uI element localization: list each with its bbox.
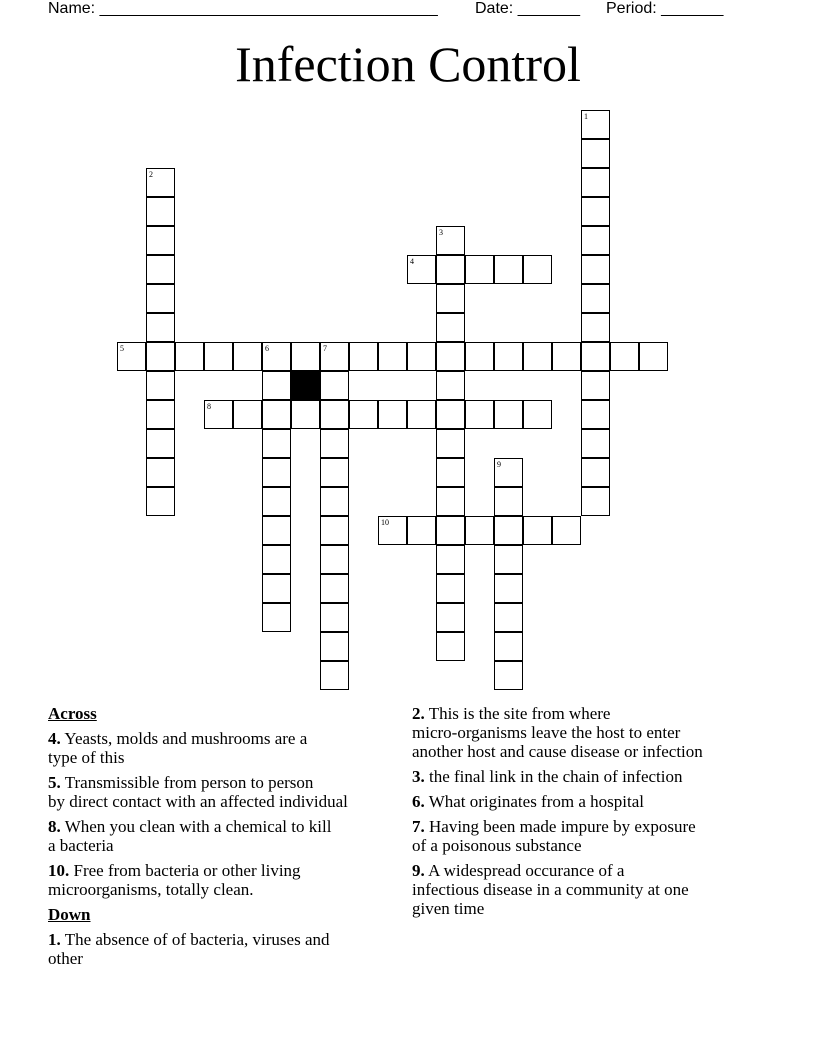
clues-right-column [412, 704, 772, 924]
crossword-cell[interactable] [610, 342, 639, 371]
clue-item [412, 704, 772, 761]
crossword-cell[interactable] [494, 603, 523, 632]
clue-number: 1 [584, 112, 588, 121]
crossword-cell[interactable] [436, 603, 465, 632]
clue-number-label: 3. [412, 767, 425, 786]
clue-number-label: 1. [48, 930, 61, 949]
crossword-cell[interactable] [436, 371, 465, 400]
clue-number-label: 5. [48, 773, 61, 792]
crossword-cell[interactable] [146, 429, 175, 458]
crossword-cell[interactable] [320, 342, 349, 371]
crossword-cell[interactable] [262, 574, 291, 603]
crossword-cell[interactable] [436, 458, 465, 487]
crossword-cell[interactable] [436, 516, 465, 545]
clue-item [412, 817, 772, 855]
crossword-cell[interactable] [494, 458, 523, 487]
crossword-cell[interactable] [378, 400, 407, 429]
clue-text: A widespread occurance of a infectious disease in a community at one given time [412, 861, 689, 918]
across-clue-list [48, 729, 408, 899]
crossword-cell[interactable] [262, 458, 291, 487]
crossword-cell[interactable] [581, 400, 610, 429]
down-clue-list-continued [48, 930, 408, 968]
crossword-cell[interactable] [552, 516, 581, 545]
clue-item [48, 729, 408, 767]
clue-item [48, 930, 408, 968]
clue-text: Having been made impure by exposure of a poisonous substance [412, 817, 696, 855]
clue-number-label: 2. [412, 704, 425, 723]
crossword-cell[interactable] [146, 284, 175, 313]
clue-number: 3 [439, 228, 443, 237]
clue-number: 9 [497, 460, 501, 469]
crossword-cell[interactable] [262, 603, 291, 632]
crossword-cell[interactable] [146, 255, 175, 284]
crossword-cell[interactable] [581, 429, 610, 458]
crossword-cell[interactable] [436, 632, 465, 661]
crossword-cell[interactable] [581, 487, 610, 516]
black-square [291, 371, 320, 400]
crossword-cell[interactable] [407, 342, 436, 371]
clue-number-label: 9. [412, 861, 425, 880]
crossword-cell[interactable] [581, 139, 610, 168]
crossword-cell[interactable] [465, 516, 494, 545]
crossword-cell[interactable] [581, 371, 610, 400]
crossword-cell[interactable] [262, 487, 291, 516]
crossword-cell[interactable] [494, 574, 523, 603]
clue-item [412, 792, 772, 811]
clue-item [48, 861, 408, 899]
crossword-cell[interactable] [320, 458, 349, 487]
page-title: Infection Control [235, 36, 581, 92]
crossword-cell[interactable] [494, 487, 523, 516]
clue-item [412, 767, 772, 786]
across-heading: Across [48, 704, 97, 723]
clue-number: 10 [381, 518, 389, 527]
crossword-cell[interactable] [407, 255, 436, 284]
crossword-cell[interactable] [494, 661, 523, 690]
crossword-cell[interactable] [523, 516, 552, 545]
crossword-cell[interactable] [233, 400, 262, 429]
crossword-cell[interactable] [320, 574, 349, 603]
crossword-cell[interactable] [320, 603, 349, 632]
down-clue-list [412, 704, 772, 918]
crossword-cell[interactable] [378, 516, 407, 545]
crossword-cell[interactable] [146, 342, 175, 371]
crossword-cell[interactable] [146, 400, 175, 429]
crossword-cell[interactable] [465, 255, 494, 284]
crossword-cell[interactable] [146, 168, 175, 197]
crossword-cell[interactable] [349, 342, 378, 371]
clue-text: What originates from a hospital [428, 792, 644, 811]
crossword-cell[interactable] [436, 429, 465, 458]
crossword-cell[interactable] [494, 545, 523, 574]
crossword-cell[interactable] [291, 342, 320, 371]
clue-text: Yeasts, molds and mushrooms are a type of this [48, 729, 308, 767]
crossword-cell[interactable] [494, 632, 523, 661]
crossword-cell[interactable] [436, 313, 465, 342]
crossword-grid [117, 110, 669, 690]
crossword-cell[interactable] [407, 400, 436, 429]
crossword-cell[interactable] [320, 632, 349, 661]
clue-number: 5 [120, 344, 124, 353]
crossword-cell[interactable] [320, 487, 349, 516]
period-field[interactable]: Period: _______ [606, 0, 724, 17]
clue-number-label: 10. [48, 861, 70, 880]
clue-text: This is the site from where micro-organisms leave the host to enter another host and cause disease or infection [412, 704, 703, 761]
name-field[interactable]: Name: ______________________________________ [48, 0, 438, 17]
down-heading: Down [48, 905, 91, 924]
crossword-cell[interactable] [146, 371, 175, 400]
crossword-cell[interactable] [262, 545, 291, 574]
clue-text: When you clean with a chemical to kill a bacteria [48, 817, 332, 855]
crossword-cell[interactable] [320, 516, 349, 545]
crossword-cell[interactable] [436, 226, 465, 255]
crossword-cell[interactable] [523, 342, 552, 371]
clue-number-label: 4. [48, 729, 61, 748]
crossword-cell[interactable] [436, 545, 465, 574]
crossword-cell[interactable] [581, 168, 610, 197]
crossword-cell[interactable] [320, 371, 349, 400]
crossword-cell[interactable] [262, 429, 291, 458]
crossword-cell[interactable] [581, 110, 610, 139]
crossword-cell[interactable] [639, 342, 668, 371]
crossword-cell[interactable] [494, 342, 523, 371]
crossword-cell[interactable] [465, 342, 494, 371]
crossword-cell[interactable] [581, 458, 610, 487]
crossword-cell[interactable] [204, 400, 233, 429]
clue-number-label: 6. [412, 792, 425, 811]
crossword-cell[interactable] [320, 429, 349, 458]
crossword-cell[interactable] [581, 313, 610, 342]
crossword-cell[interactable] [494, 516, 523, 545]
crossword-cell[interactable] [523, 400, 552, 429]
crossword-cell[interactable] [175, 342, 204, 371]
crossword-cell[interactable] [146, 458, 175, 487]
clue-number: 4 [410, 257, 414, 266]
clue-number-label: 7. [412, 817, 425, 836]
crossword-cell[interactable] [465, 400, 494, 429]
crossword-cell[interactable] [436, 487, 465, 516]
clue-number-label: 8. [48, 817, 61, 836]
crossword-cell[interactable] [146, 487, 175, 516]
clue-number: 6 [265, 344, 269, 353]
crossword-cell[interactable] [320, 661, 349, 690]
crossword-cell[interactable] [436, 255, 465, 284]
clue-item [412, 861, 772, 918]
crossword-cell[interactable] [436, 574, 465, 603]
clue-number: 2 [149, 170, 153, 179]
crossword-cell[interactable] [581, 197, 610, 226]
crossword-cell[interactable] [291, 400, 320, 429]
clue-text: Free from bacteria or other living microorganisms, totally clean. [48, 861, 301, 899]
crossword-cell[interactable] [494, 255, 523, 284]
crossword-cell[interactable] [320, 545, 349, 574]
crossword-cell[interactable] [581, 226, 610, 255]
crossword-cell[interactable] [581, 342, 610, 371]
clue-number: 7 [323, 344, 327, 353]
crossword-cell[interactable] [320, 400, 349, 429]
clue-text: The absence of of bacteria, viruses and other [48, 930, 330, 968]
crossword-cell[interactable] [146, 313, 175, 342]
crossword-cell[interactable] [146, 226, 175, 255]
crossword-cell[interactable] [262, 516, 291, 545]
crossword-cell[interactable] [436, 400, 465, 429]
crossword-cell[interactable] [581, 284, 610, 313]
clues-left-column [48, 704, 408, 974]
crossword-cell[interactable] [436, 284, 465, 313]
crossword-cell[interactable] [436, 342, 465, 371]
clue-item [48, 773, 408, 811]
crossword-cell[interactable] [262, 400, 291, 429]
clue-text: Transmissible from person to person by direct contact with an affected individual [48, 773, 348, 811]
clue-item [48, 817, 408, 855]
date-field[interactable]: Date: _______ [475, 0, 580, 17]
crossword-cell[interactable] [581, 255, 610, 284]
crossword-cell[interactable] [349, 400, 378, 429]
clue-number: 8 [207, 402, 211, 411]
crossword-cell[interactable] [552, 342, 581, 371]
crossword-cell[interactable] [407, 516, 436, 545]
crossword-cell[interactable] [262, 342, 291, 371]
crossword-cell[interactable] [378, 342, 407, 371]
crossword-cell[interactable] [204, 342, 233, 371]
crossword-cell[interactable] [262, 371, 291, 400]
crossword-cell[interactable] [523, 255, 552, 284]
crossword-cell[interactable] [494, 400, 523, 429]
crossword-cell[interactable] [117, 342, 146, 371]
crossword-cell[interactable] [146, 197, 175, 226]
clue-text: the final link in the chain of infection [429, 767, 683, 786]
crossword-cell[interactable] [233, 342, 262, 371]
worksheet-header [48, 0, 748, 20]
